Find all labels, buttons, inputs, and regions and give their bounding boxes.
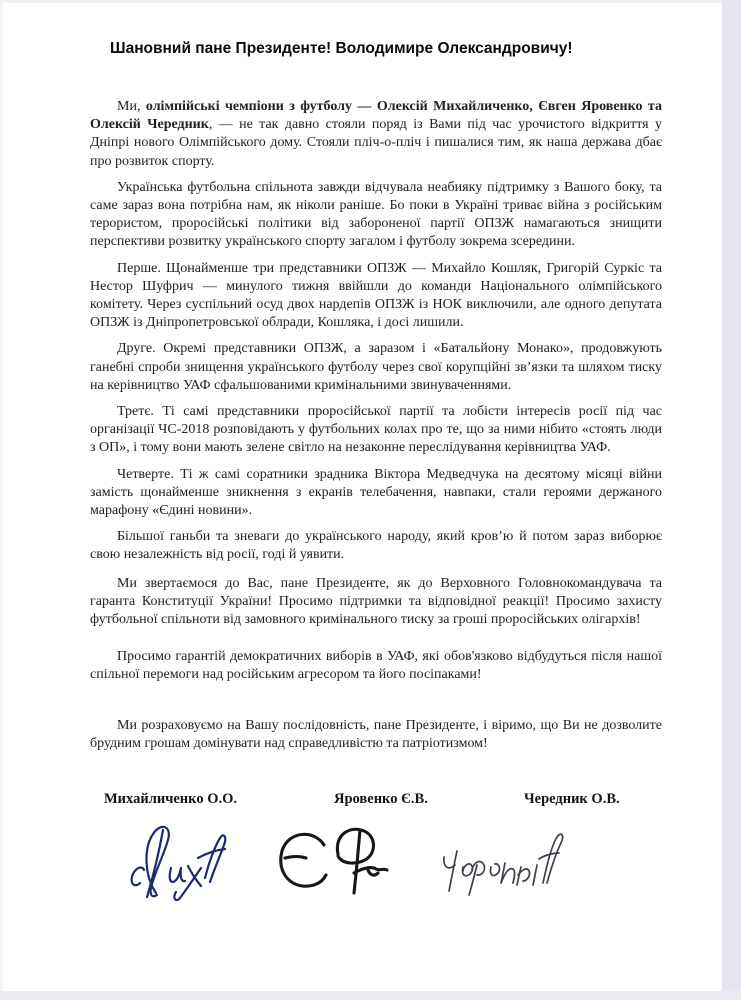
signature-handwriting-mykhailychenko — [126, 821, 226, 905]
signature-handwriting-yarovenko — [272, 823, 388, 897]
paragraph-text: Четверте. Ті ж самі соратники зрадника Віктора Медведчука на десятому місяці війни замість щонайменше зникнення з екранів телебачення, навпаки, стали героями держаного марафону «Єдині новини». — [90, 466, 662, 519]
signature-name-mykhailychenko: Михайличенко О.О. — [104, 791, 238, 808]
paragraph-text: Перше. Щонайменше три представники ОПЗЖ — Михайло Кошляк, Григорій Суркіс та Нестор Шуфрич — минулого тижня ввійшли до команди Національного олімпійського комітету. Через суспільний осуд двох нардепів ОПЗЖ із НОК виключили, але одного депутата ОПЗЖ із Дніпропетровської облради, Кошляка, і досі лишили. — [90, 260, 662, 331]
paragraph — [90, 179, 662, 252]
paragraph-bold-text: олімпійські чемпіони з футболу — Олексій Михайличенко, Євген Яровенко та Олексій Чередник — [90, 99, 662, 133]
paragraph-text: Ми розраховуємо на Вашу послідовність, пане Президенте, і віримо, що Ви не дозволите брудним грошам домінувати над справедливістю та патріотизмом! — [90, 717, 662, 751]
scan-edge-left — [0, 0, 3, 1000]
paragraph-text: , — не так давно стояли поряд із Вами під час урочистого відкриття у Дніпрі нового Олімпійського дому. Стояли пліч-о-пліч і пишалися тим, як наша держава дбає про розвиток спорту. — [90, 117, 662, 169]
paragraph-text: Більшої ганьби та зневаги до українського народу, який кров’ю й потом зараз виборює свою незалежність від росії, годі й уявити. — [90, 529, 662, 563]
paragraph — [90, 528, 662, 564]
paragraph — [90, 575, 662, 630]
letter-content — [90, 40, 662, 943]
scan-edge-top — [0, 0, 741, 3]
paragraph — [90, 98, 662, 171]
paragraph — [90, 260, 662, 333]
signature-name-yarovenko: Яровенко Є.В. — [334, 791, 428, 808]
paragraph — [90, 403, 662, 458]
paragraph — [90, 648, 662, 684]
paragraph-text: Ми, — [117, 99, 146, 114]
paragraph-text: Просимо гарантій демократичних виборів в УАФ, які обов'язково відбудуться після нашої спільної перемоги над російським агресором та його посіпаками! — [90, 649, 662, 683]
paragraph-text: Друге. Окремі представники ОПЗЖ, а заразом і «Батальйону Монако», продовжують ганебні спроби знищення українського футболу через свої корупційні зв’язки та шляхом тиску на керівництво УАФ сфальшованими кримінальними звинуваченнями. — [90, 341, 662, 393]
paragraph — [90, 340, 662, 395]
scan-edge-bottom — [0, 991, 741, 1000]
signature-name-cherednyk: Чередник О.В. — [524, 791, 620, 808]
letter-body — [90, 98, 662, 753]
salutation-heading: Шановний пане Президенте! Володимире Олександровичу! — [110, 40, 573, 57]
paragraph — [90, 717, 662, 753]
scan-edge-right — [722, 0, 741, 1000]
paragraph-text: Третє. Ті самі представники проросійської партії та лобісти інтересів росії під час організації ЧС-2018 розповідають у футбольних колах про те, що за ними нібито «стоять люди з ОП», і тому вони мають зелене світло на незаконне переслідування керівництва УАФ. — [90, 404, 662, 456]
paragraph-text: Ми звертаємося до Вас, пане Президенте, як до Верховного Головнокомандувача та гаранта Конституції України! Просимо підтримки та відповідної реакції! Просимо захисту футбольної спільноти від замовного кримінального тиску за гроші проросійських олігархів! — [90, 575, 662, 628]
paragraph-text: Українська футбольна спільнота завжди відчувала неабияку підтримку з Вашого боку, та саме зараз вона потрібна нам, як ніколи раніше. Бо поки в Україні триває війна з російським терористом, проросійські політики від забороненої партії ОПЗЖ намагаються знищити перспективи розвитку українського спорту загалом і футболу зокрема зсередини. — [90, 179, 662, 250]
signature-handwriting-cherednyk — [438, 831, 570, 895]
paragraph — [90, 466, 662, 521]
signature-block — [90, 791, 662, 943]
